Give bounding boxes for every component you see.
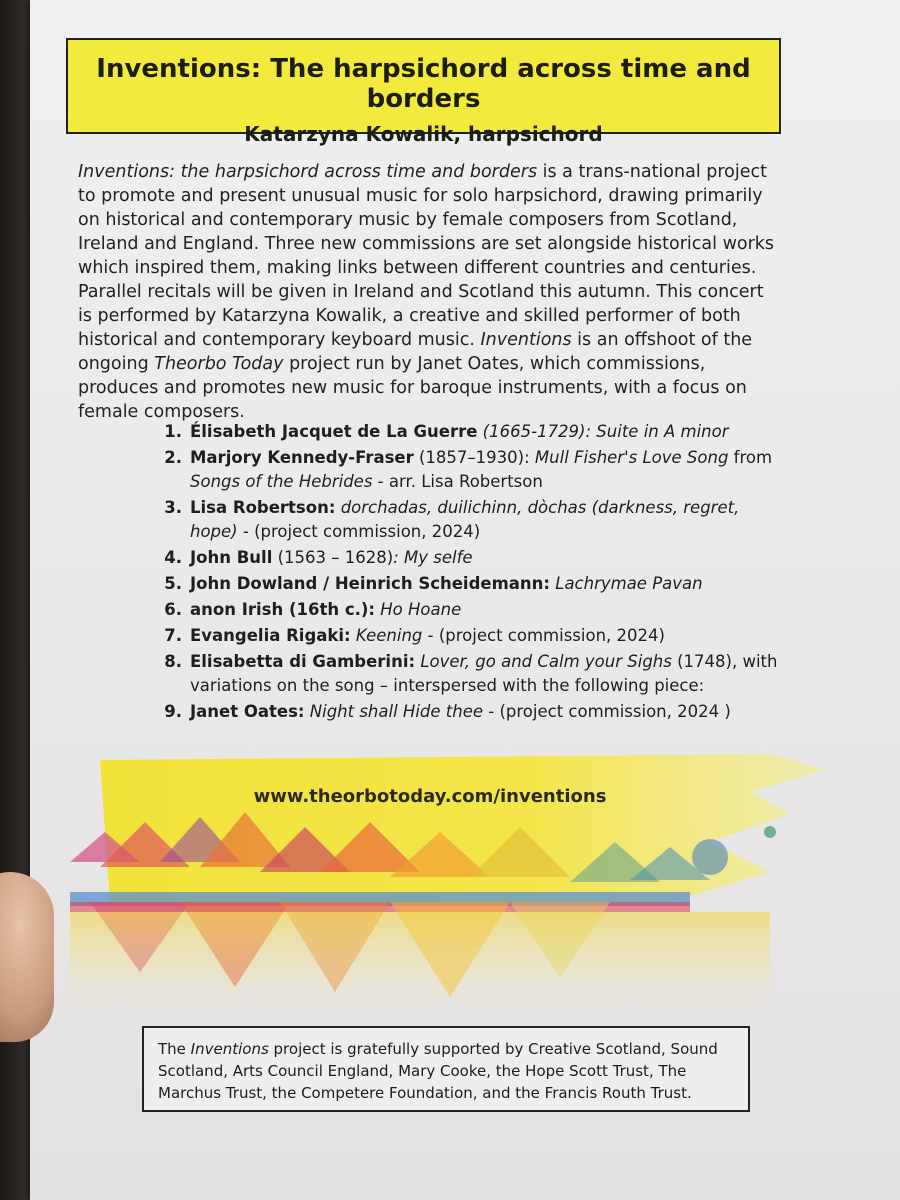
composer: Lisa Robertson: [190,498,336,517]
program-item [148,650,788,698]
extra: - (project commission, 2024) [422,626,665,645]
intro-theorbo-italic: Theorbo Today [154,354,284,374]
program-item [148,546,788,570]
intro-title-italic: Inventions: the harpsichord across time and borders [78,162,538,182]
composer: Marjory Kennedy-Fraser [190,448,414,467]
extra: from [728,448,773,467]
item-number: 7. [164,626,182,645]
support-box [142,1026,750,1112]
item-number: 5. [164,574,182,593]
program-item [148,700,788,724]
composer: Janet Oates: [190,702,305,721]
extra: - (project commission, 2024 ) [483,702,731,721]
intro-text-2: is an offshoot of the ongoing [78,330,753,374]
hand-thumb [0,872,54,1042]
item-number: 2. [164,448,182,467]
composer: Evangelia Rigaki: [190,626,351,645]
support-text: project is gratefully supported by Creative Scotland, Sound Scotland, Arts Council England, Mary Cooke, the Hope Scott Trust, The Marchus Trust, the Competere Foundation, and the Francis Routh Trust. [158,1040,718,1102]
extra: - (project commission, 2024) [237,522,481,541]
intro-paragraph [78,160,778,424]
work: Lover, go and Calm your Sighs [415,652,672,671]
dates: (1665-1729): [477,422,592,441]
extra: (1748), with variations on the song – interspersed with the following piece: [190,652,778,695]
item-number: 8. [164,652,182,671]
title-banner [66,38,781,146]
website-url: www.theorbotoday.com/inventions [253,786,607,807]
work: Suite in A minor [591,422,729,441]
composer: John Bull [190,548,273,567]
dates: (1857–1930): [413,448,530,467]
program-list [148,420,788,726]
intro-inventions-italic: Inventions [480,330,572,350]
work: dorchadas, duilichinn, dòchas (darkness, regret, hope) [190,498,740,541]
dates: (1563 – 1628) [272,548,394,567]
program-item [148,598,788,622]
work: Night shall Hide thee [304,702,484,721]
support-italic: Inventions [190,1040,269,1058]
work2: Songs of the Hebrides [190,472,373,491]
composer: John Dowland / Heinrich Scheidemann: [190,574,550,593]
intro-text-3: project run by Janet Oates, which commissions, produces and promotes new music for baroque instruments, with a focus on female composers. [78,354,747,422]
work: Keening [350,626,423,645]
item-number: 9. [164,702,182,721]
page-title: Inventions: The harpsichord across time and borders [96,54,751,114]
extra2: - arr. Lisa Robertson [372,472,543,491]
program-item [148,446,788,494]
composer: Elisabetta di Gamberini: [190,652,416,671]
item-number: 1. [164,422,182,441]
program-item [148,572,788,596]
program-item [148,496,788,544]
composer: anon Irish (16th c.): [190,600,376,619]
item-number: 3. [164,498,182,517]
performer-subtitle: Katarzyna Kowalik, harpsichord [244,122,603,146]
program-item [148,624,788,648]
composer: Élisabeth Jacquet de La Guerre [190,422,478,441]
support-pre: The [158,1040,191,1058]
intro-text-1: is a trans-national project to promote and present unusual music for solo harpsichord, drawing primarily on historical and contemporary music by female composers from Scotland, Ireland and England. Three new commissions are set alongside historical works which inspired them, making links between different countries and centuries. Parallel recitals will be given in Ireland and Scotland this autumn. This concert is performed by Katarzyna Kowalik, a creative and skilled performer of both historical and contemporary keyboard music. [78,162,775,350]
item-number: 4. [164,548,182,567]
work: Ho Hoane [375,600,462,619]
program-item [148,420,788,444]
work: : My selfe [393,548,473,567]
item-number: 6. [164,600,182,619]
work: Lachrymae Pavan [550,574,703,593]
work: Mull Fisher's Love Song [529,448,729,467]
